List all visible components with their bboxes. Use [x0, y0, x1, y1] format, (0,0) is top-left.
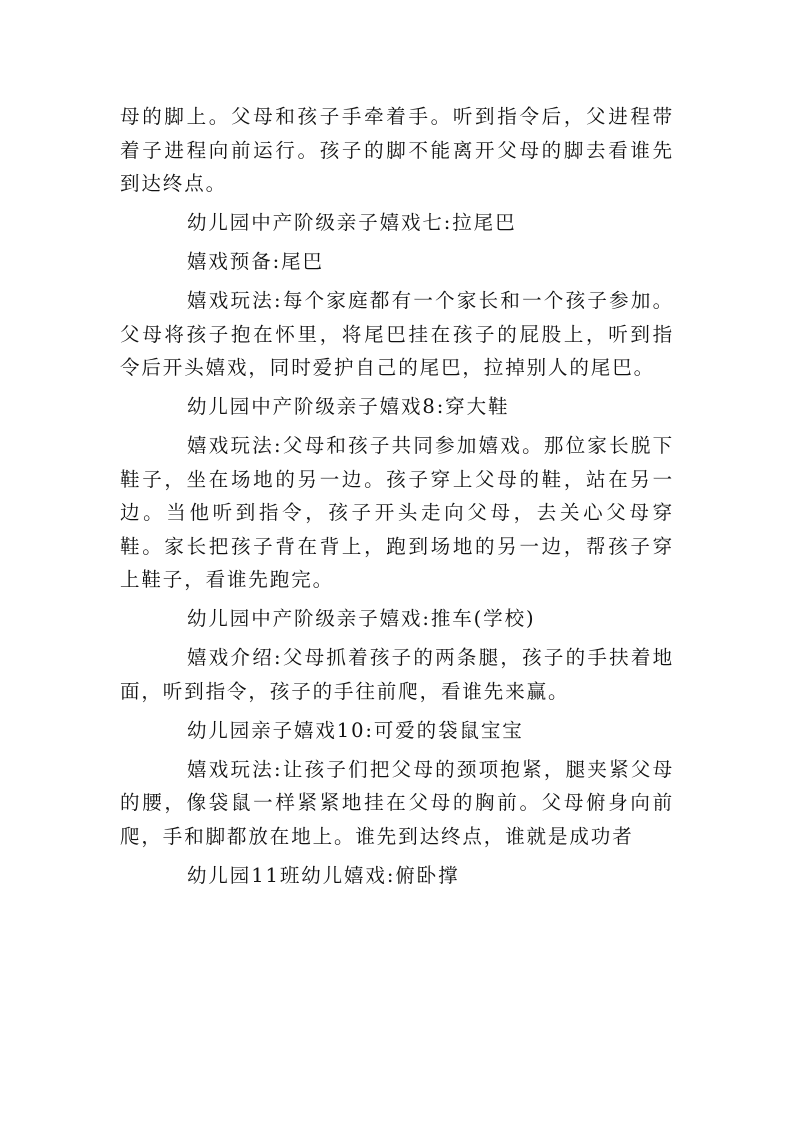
game-7-rules: 嬉戏玩法:每个家庭都有一个家长和一个孩子参加。父母将孩子抱在怀里，将尾巴挂在孩子的屁股上，听到指令后开头嬉戏，同时爱护自己的尾巴，拉掉别人的尾巴。 — [120, 289, 674, 379]
heading-game-10: 幼儿园亲子嬉戏10:可爱的袋鼠宝宝 — [187, 718, 524, 742]
heading-game-7: 幼儿园中产阶级亲子嬉戏七:拉尾巴 — [187, 211, 517, 234]
game-8-rules: 嬉戏玩法:父母和孩子共同参加嬉戏。那位家长脱下鞋子，坐在场地的另一边。孩子穿上父母的鞋，站在另一边。当他听到指令，孩子开头走向父母，去关心父母穿鞋。家长把孩子背在背上，跑到场地的另一边，帮孩子穿上鞋子，看谁先跑完。 — [120, 434, 674, 591]
paragraph-continuation: 母的脚上。父母和孩子手牵着手。听到指令后，父进程带着子进程向前运行。孩子的脚不能离开父母的脚去看谁先到达终点。 — [120, 105, 674, 195]
heading-game-8: 幼儿园中产阶级亲子嬉戏8:穿大鞋 — [187, 395, 510, 418]
game-9-introduction: 嬉戏介绍:父母抓着孩子的两条腿，孩子的手扶着地面，听到指令，孩子的手往前爬，看谁先来赢。 — [120, 646, 674, 703]
heading-game-11: 幼儿园11班幼儿嬉戏:俯卧撑 — [187, 863, 460, 887]
game-10-rules: 嬉戏玩法:让孩子们把父母的颈项抱紧，腿夹紧父母的腰，像袋鼠一样紧紧地挂在父母的胸前。父母俯身向前爬，手和脚都放在地上。谁先到达终点，谁就是成功者 — [120, 757, 674, 848]
heading-game-9: 幼儿园中产阶级亲子嬉戏:推车(学校) — [187, 607, 536, 630]
game-7-preparation: 嬉戏预备:尾巴 — [187, 250, 324, 273]
